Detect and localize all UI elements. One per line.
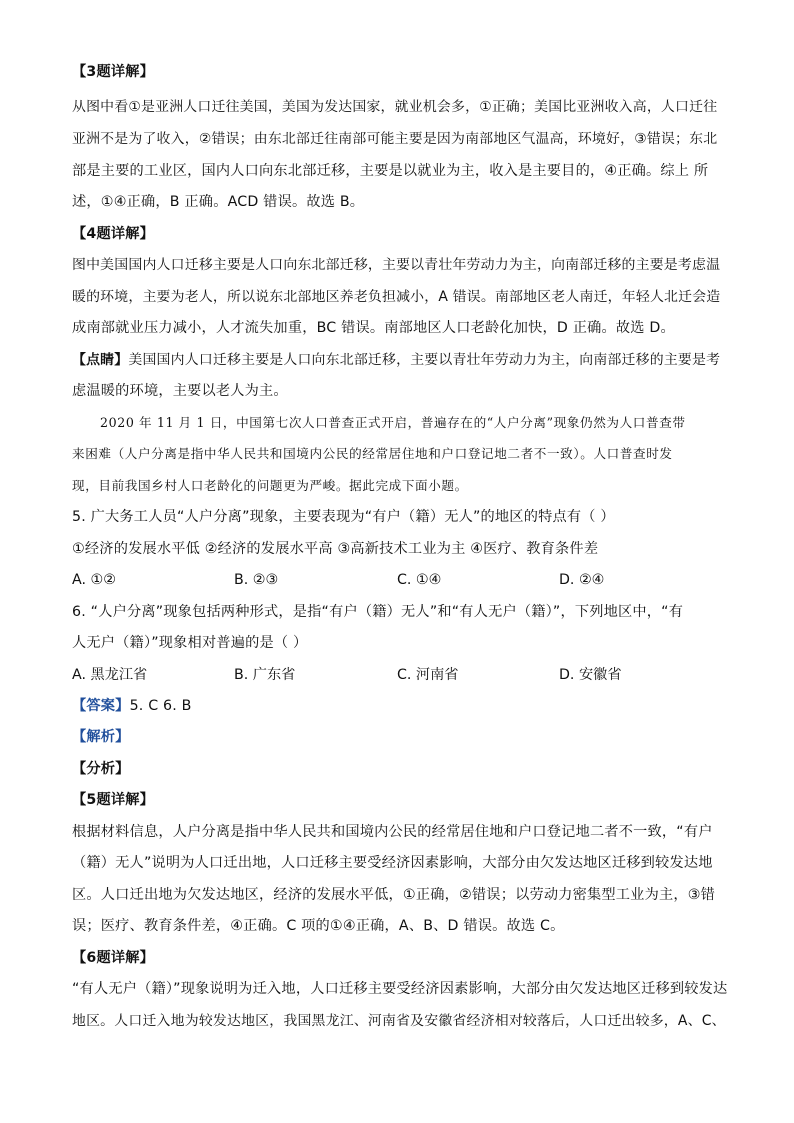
question-6-stem-1: 6. “人户分离”现象包括两种形式，是指“有户（籍）无人”和“有人无户（籍）”，下列地区中，“有	[72, 604, 684, 620]
section-3-line-3: 部是主要的工业区，国内人口向东北部迁移，主要是以就业为主，收入是主要目的，④正确。综上 所	[72, 163, 709, 179]
fenxi-label: 【分析】	[72, 761, 130, 777]
analysis-label: 【解析】	[72, 729, 130, 745]
section-3-line-4: 述，①④正确，B 正确。ACD 错误。故选 B。	[72, 194, 365, 210]
material-line-3: 现，目前我国乡村人口老龄化的问题更为严峻。据此完成下面小题。	[72, 478, 468, 493]
section-5-line-1: 根据材料信息，人户分离是指中华人民共和国境内公民的经常居住地和户口登记地二者不一致，“有户	[72, 824, 713, 840]
section-6-line-2: 地区。人口迁入地为较发达地区，我国黑龙江、河南省及安徽省经济相对较落后，人口迁出较多，A、C、	[72, 1013, 726, 1029]
pointer-label: 【点睛】	[72, 352, 129, 368]
material-line-1: 2020 年 11 月 1 日，中国第七次人口普查正式开启，普遍存在的“人户分离”现象仍然为人口普查带	[100, 415, 686, 430]
question-5-option-d: D. ②④	[559, 572, 605, 588]
pointer-text-1: 美国国内人口迁移主要是人口向东北部迁移，主要以青壮年劳动力为主，向南部迁移的主要是考	[128, 352, 721, 368]
pointer-line-1	[72, 350, 720, 370]
question-6-option-b: B. 广东省	[234, 667, 296, 683]
question-6-stem-2: 人无户（籍）”现象相对普遍的是（ ）	[72, 635, 308, 651]
answer-label: 【答案】	[72, 698, 130, 714]
question-5-option-c: C. ①④	[397, 572, 442, 588]
question-6-option-c: C. 河南省	[397, 667, 459, 683]
pointer-line-2: 虑温暖的环境，主要以老人为主。	[72, 383, 288, 399]
section-4-line-1: 图中美国国内人口迁移主要是人口向东北部迁移，主要以青壮年劳动力为主，向南部迁移的主要是考虑温	[72, 257, 721, 273]
material-line-2: 来困难（人户分离是指中华人民共和国境内公民的经常居住地和户口登记地二者不一致）。人口普查时发	[72, 446, 673, 461]
section-4-heading: 【4题详解】	[72, 226, 155, 242]
question-5-items: ①经济的发展水平低 ②经济的发展水平高 ③高新技术工业为主 ④医疗、教育条件差	[72, 541, 599, 557]
section-3-line-2: 亚洲不是为了收入，②错误；由东北部迁往南部可能主要是因为南部地区气温高，环境好，③错误；东北	[72, 131, 718, 147]
section-4-line-3: 成南部就业压力减小，人才流失加重，BC 错误。南部地区人口老龄化加快，D 正确。故选 D。	[72, 320, 675, 336]
question-5-stem: 5. 广大务工人员“人户分离”现象，主要表现为“有户（籍）无人”的地区的特点有（ ）	[72, 509, 615, 525]
answer-text: 5. C 6. B	[129, 698, 192, 714]
section-3-heading: 【3题详解】	[72, 64, 155, 80]
section-6-heading: 【6题详解】	[72, 950, 155, 966]
question-5-option-b: B. ②③	[234, 572, 279, 588]
section-5-line-3: 区。人口迁出地为欠发达地区，经济的发展水平低，①正确，②错误；以劳动力密集型工业为主，③错	[72, 887, 716, 903]
answer-line	[72, 696, 192, 716]
section-5-line-2: （籍）无人”说明为人口迁出地，人口迁移主要受经济因素影响，大部分由欠发达地区迁移到较发达地	[72, 855, 713, 871]
question-5-option-a: A. ①②	[72, 572, 116, 588]
section-5-line-4: 误；医疗、教育条件差，④正确。C 项的①④正确，A、B、D 错误。故选 C。	[72, 918, 565, 934]
section-5-heading: 【5题详解】	[72, 792, 155, 808]
question-6-option-a: A. 黑龙江省	[72, 667, 148, 683]
section-6-line-1: “有人无户（籍）”现象说明为迁入地，人口迁移主要受经济因素影响，大部分由欠发达地区迁移到较发达	[72, 981, 728, 997]
question-6-option-d: D. 安徽省	[559, 667, 622, 683]
section-3-line-1: 从图中看①是亚洲人口迁往美国，美国为发达国家，就业机会多，①正确；美国比亚洲收入高，人口迁往	[72, 99, 718, 115]
section-4-line-2: 暖的环境，主要为老人，所以说东北部地区养老负担减小，A 错误。南部地区老人南迁，年轻人北迁会造	[72, 289, 721, 305]
